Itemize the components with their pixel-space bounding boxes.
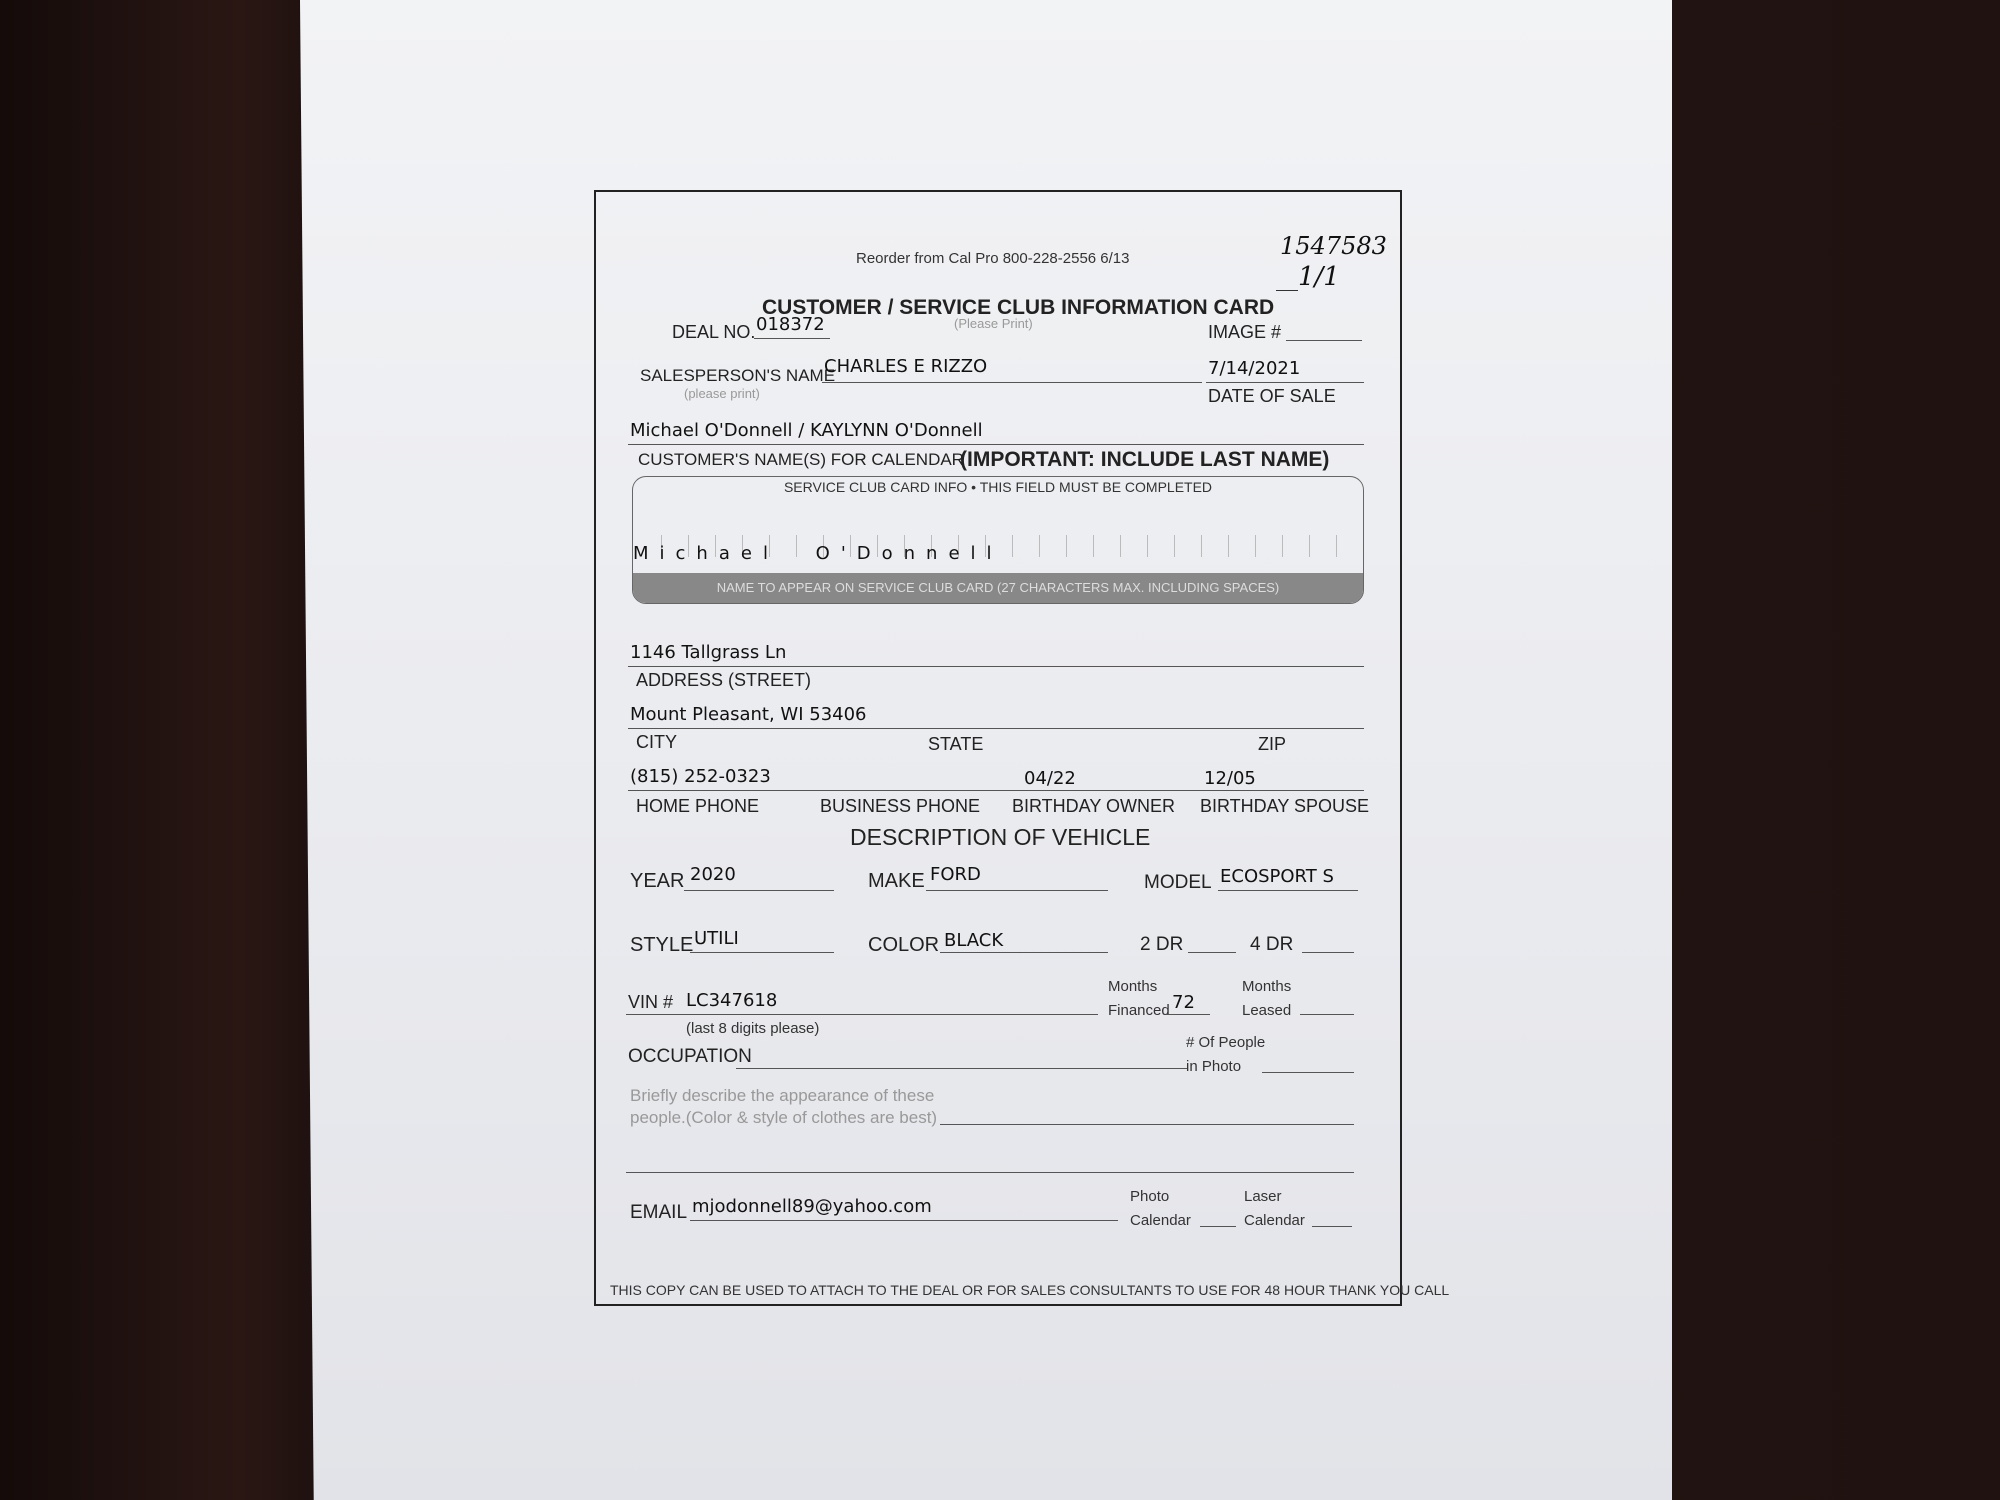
people-in-photo-top-label: # Of People — [1186, 1034, 1266, 1051]
birthday-owner-value: 04/22 — [1024, 768, 1076, 789]
describe-line2: people.(Color & style of clothes are best) — [630, 1108, 938, 1127]
photo-calendar-line[interactable] — [1200, 1226, 1236, 1227]
describe-line-a[interactable] — [940, 1124, 1354, 1125]
vin-value: LC347618 — [686, 990, 778, 1011]
year-line[interactable] — [684, 890, 834, 891]
photo-calendar-top-label: Photo — [1130, 1188, 1170, 1205]
model-label: MODEL — [1144, 872, 1212, 893]
business-phone-label: BUSINESS PHONE — [820, 796, 981, 816]
city-line[interactable] — [628, 728, 1364, 729]
handwritten-number: 1547583 — [1280, 232, 1387, 260]
months-financed-value: 72 — [1172, 992, 1195, 1013]
deal-no-value: 018372 — [756, 314, 825, 335]
laser-calendar-bottom-label: Calendar — [1244, 1212, 1305, 1229]
describe-line-b[interactable] — [626, 1172, 1354, 1173]
salesperson-label: SALESPERSON'S NAME — [640, 366, 836, 385]
year-label: YEAR — [630, 870, 685, 892]
months-leased-line[interactable] — [1300, 1014, 1354, 1015]
club-card-header: SERVICE CLUB CARD INFO • THIS FIELD MUST BE COMPLETED — [783, 479, 1213, 495]
vin-label: VIN # — [628, 992, 674, 1012]
state-label: STATE — [928, 734, 984, 754]
image-line[interactable] — [1286, 340, 1362, 341]
city-value: Mount Pleasant, WI 53406 — [630, 704, 867, 725]
zip-label: ZIP — [1258, 734, 1287, 754]
home-phone-value: (815) 252-0323 — [630, 766, 771, 787]
club-card-footer: NAME TO APPEAR ON SERVICE CLUB CARD (27 CHARACTERS MAX. INCLUDING SPACES) — [633, 573, 1363, 603]
deal-no-line[interactable] — [754, 338, 830, 339]
salesperson-line[interactable] — [822, 382, 1202, 383]
reorder-note: Reorder from Cal Pro 800-228-2556 6/13 — [856, 250, 1130, 267]
handwritten-underline — [1276, 290, 1298, 291]
style-value: UTILI — [694, 928, 739, 949]
make-value: FORD — [930, 864, 981, 885]
vin-line[interactable] — [626, 1014, 1098, 1015]
vehicle-heading: DESCRIPTION OF VEHICLE — [850, 824, 1151, 850]
color-value: BLACK — [944, 930, 1004, 951]
make-label: MAKE — [868, 870, 925, 892]
customer-names-label: CUSTOMER'S NAME(S) FOR CALENDAR — [638, 450, 964, 469]
birthday-spouse-value: 12/05 — [1204, 768, 1256, 789]
model-value: ECOSPORT S — [1220, 866, 1334, 887]
model-line[interactable] — [1218, 890, 1358, 891]
address-label: ADDRESS (STREET) — [636, 670, 812, 690]
months-financed-top-label: Months — [1108, 978, 1158, 995]
date-of-sale-value: 7/14/2021 — [1208, 358, 1301, 379]
laser-calendar-line[interactable] — [1312, 1226, 1352, 1227]
months-financed-line[interactable] — [1166, 1014, 1210, 1015]
salesperson-value: CHARLES E RIZZO — [824, 356, 988, 377]
people-in-photo-line[interactable] — [1262, 1072, 1354, 1073]
four-door-line[interactable] — [1302, 952, 1354, 953]
occupation-line[interactable] — [736, 1068, 1188, 1069]
style-line[interactable] — [690, 952, 834, 953]
months-leased-top-label: Months — [1242, 978, 1292, 995]
birthday-spouse-label: BIRTHDAY SPOUSE — [1200, 796, 1370, 816]
email-value: mjodonnell89@yahoo.com — [692, 1196, 932, 1217]
salesperson-sublabel: (please print) — [684, 386, 760, 401]
two-door-label: 2 DR — [1140, 934, 1184, 955]
color-label: COLOR — [868, 934, 940, 956]
club-card-box[interactable] — [632, 476, 1364, 604]
style-label: STYLE — [630, 934, 694, 956]
service-club-card-form — [594, 190, 1450, 1306]
important-note: (IMPORTANT: INCLUDE LAST NAME) — [960, 448, 1330, 471]
customer-names-value: Michael O'Donnell / KAYLYNN O'Donnell — [630, 420, 983, 441]
vin-note: (last 8 digits please) — [686, 1020, 820, 1037]
address-value: 1146 Tallgrass Ln — [630, 642, 787, 663]
handwritten-fraction: 1/1 — [1298, 262, 1340, 292]
phones-line[interactable] — [628, 790, 1364, 791]
email-label: EMAIL — [630, 1202, 688, 1223]
address-line[interactable] — [628, 666, 1364, 667]
two-door-line[interactable] — [1188, 952, 1236, 953]
deal-no-label: DEAL NO. — [672, 322, 756, 342]
home-phone-label: HOME PHONE — [636, 796, 760, 816]
form-footer: THIS COPY CAN BE USED TO ATTACH TO THE DEAL OR FOR SALES CONSULTANTS TO USE FOR 48 HOUR THANK YOU CALL — [610, 1282, 1450, 1298]
image-label: IMAGE # — [1208, 322, 1282, 342]
date-of-sale-line[interactable] — [1206, 382, 1364, 383]
city-label: CITY — [636, 732, 678, 752]
occupation-label: OCCUPATION — [628, 1046, 752, 1067]
photo-calendar-bottom-label: Calendar — [1130, 1212, 1191, 1229]
color-line[interactable] — [940, 952, 1108, 953]
year-value: 2020 — [690, 864, 736, 885]
birthday-owner-label: BIRTHDAY OWNER — [1012, 796, 1176, 816]
months-leased-bottom-label: Leased — [1242, 1002, 1292, 1019]
four-door-label: 4 DR — [1250, 934, 1294, 955]
make-line[interactable] — [926, 890, 1108, 891]
describe-line1: Briefly describe the appearance of these — [630, 1086, 935, 1105]
date-of-sale-label: DATE OF SALE — [1208, 386, 1336, 406]
club-card-name: Michael O'Donnell — [633, 543, 1003, 564]
people-in-photo-bottom-label: in Photo — [1186, 1058, 1242, 1075]
form-title: CUSTOMER / SERVICE CLUB INFORMATION CARD — [762, 296, 1275, 319]
months-financed-bottom-label: Financed — [1108, 1002, 1170, 1019]
laser-calendar-top-label: Laser — [1244, 1188, 1282, 1205]
customer-names-line[interactable] — [628, 444, 1364, 445]
please-print-note: (Please Print) — [954, 316, 1033, 331]
email-line[interactable] — [690, 1220, 1118, 1221]
